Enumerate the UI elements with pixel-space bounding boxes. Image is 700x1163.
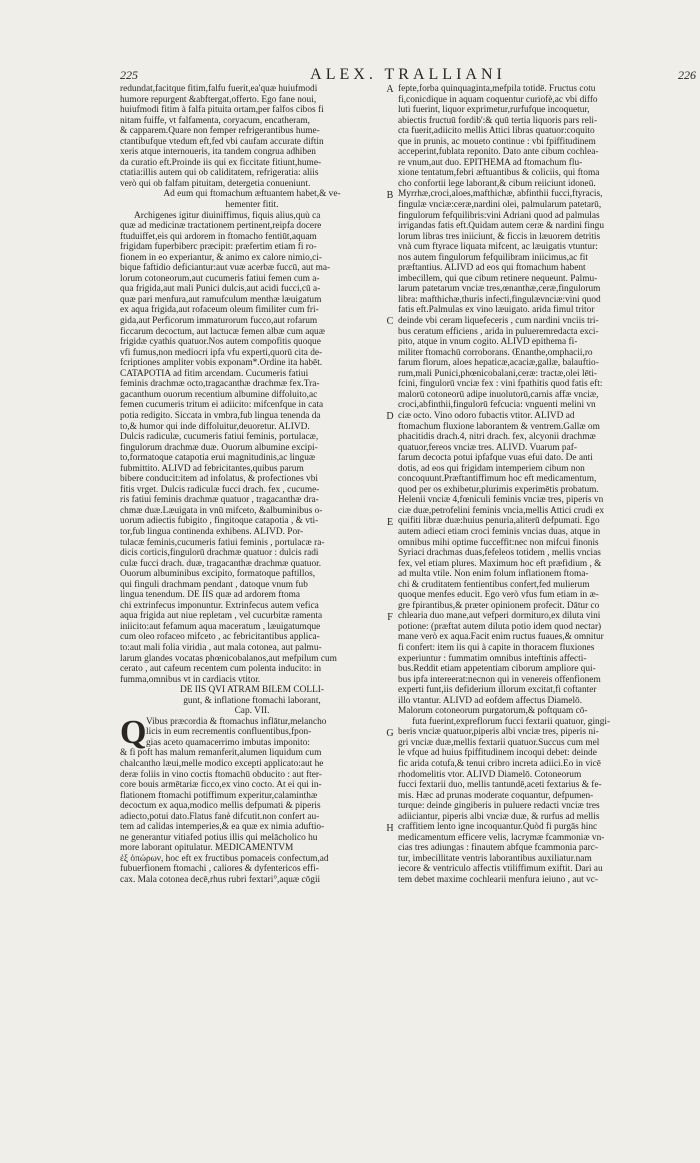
text-line: decoctum ex aqua,modico mellis defpumati & piperis xyxy=(120,801,321,812)
text-line: frigidam fuperbiberc præcipit: præfertim etiam fi ro- xyxy=(120,242,317,253)
text-line: gri vnciæ duæ,mellis fextarii quatuor.Succus cum mel xyxy=(398,737,600,748)
text-line: craffitiem lento igne incoquantur.Quòd fi purgās hinc xyxy=(398,822,598,833)
text-line: da curatio eft.Proinde iis qui ex ficcitate fitiunt,hume- xyxy=(120,157,322,168)
text-line: fcriptiones ampliter vobis exponam*.Ordine ita habēt. xyxy=(120,358,323,369)
text-line: croci,abfinthii,fingulorū fefcucia: vnguenti melini vn xyxy=(398,400,596,411)
text-line: rhodomelitis vtor. ALIVD Diamelō. Cotoneorum xyxy=(398,769,582,780)
text-line: fubuerfionem ftomachi , caliores & dyfentericos effi- xyxy=(120,864,319,875)
text-line: fic arida cotufa,& tenui cribro increta adiici.Eo in vicē xyxy=(398,759,601,769)
text-line: xeris atque internoueris, ita tandem congrua adhiben xyxy=(120,147,316,158)
text-line: lingua tenendum. DE IIS quæ ad ardorem ftoma xyxy=(120,590,301,601)
left-column xyxy=(120,84,384,886)
text-line: qui finguli drachmam pendant , datoque vnum fub xyxy=(120,579,308,590)
text-line: quæ ad medicinæ tractationem pertinent,reipfa docere xyxy=(120,221,322,232)
text-line: gacanthum ouorum recentium albumine diffoluito,ac xyxy=(120,389,318,400)
text-line: medicamentum efficere velis, lacrymæ fcammoniæ vn- xyxy=(398,832,605,843)
text-line: tem ad calidas intemperies,& ea quæ ex nimia aduftio- xyxy=(120,822,325,833)
text-line: DE IIS QVI ATRAM BILEM COLLI- xyxy=(179,685,325,696)
text-line: fatis eft.Palmulas ex vino læuigato. arida fimul tritor xyxy=(398,305,595,316)
right-column xyxy=(398,84,662,886)
text-line: quoque menfes educit. Ego verò vfus fum etiam in æ- xyxy=(398,590,599,601)
text-line: to,formatoque catapotia erui magnitudinis,ac linguæ xyxy=(120,453,316,464)
text-line: gre fpirantibus,& præter opinionem profecit. Dātur co xyxy=(398,600,600,611)
text-line: Ad eum qui ftomachum æftuantem habet,& ve- xyxy=(163,189,341,200)
text-line: fubmittito. ALIVD ad febricitantes,quibus parum xyxy=(120,463,304,474)
text-line: chi & cruditatem fentientibus confert,fed mulierum xyxy=(398,579,590,590)
text-line: Helenii vnciæ 4,fœniculi feminis vnciæ tres, piperis vn xyxy=(398,495,604,506)
text-line: quod per os exhibetur,plurimis experimētis probatum. xyxy=(398,484,599,495)
text-line: fi,conicdique in aquam coquentur curiofè,ac vbi diffo xyxy=(398,94,598,105)
text-line: omnibus mihi optime fucceffit:nec non mifcui finonis xyxy=(398,537,599,548)
text-line: turque: deinde gingiberis in puluere redacti vnciæ tres xyxy=(398,801,600,812)
text-line: chi extrinfecus imponuntur. Extrinfecus autem vefica xyxy=(120,600,319,611)
text-line: to,& humor qui inde diffoluitur,deuoretur. ALIVD. xyxy=(120,421,310,432)
margin-marker: F xyxy=(387,611,393,623)
text-line: ftuduiffet,eis qui ardorem in ftomacho fentiūt,aquam xyxy=(120,231,317,242)
text-line: Cap. VII. xyxy=(234,706,270,717)
text-line: & fi poft has malum remanferit,alumen liquidum cum xyxy=(120,748,322,759)
text-line: irrigandas fatis eft.Quidam autem ceræ & nardini fingu xyxy=(398,221,605,232)
text-line: femen cucumeris tritum ei adiicito: mifcenfque in cata xyxy=(120,400,324,411)
text-line: chmæ duæ.Læuigata in vnū mifceto, &albuminibus o- xyxy=(120,505,323,516)
text-line: adiiciantur, piperis albi vnciæ duæ, & rurfus ad mellis xyxy=(398,811,600,822)
text-line: libra: mafthichæ,thuris infecti,fingulævnciæ:vini quod xyxy=(398,294,601,305)
text-line: gunt, & inflatione ftomachi laborant, xyxy=(183,695,321,706)
text-line: lorum cotoneorum,aut cucumeris fatiui femen cum a- xyxy=(120,273,320,284)
text-line: tem debet maxime cochlearii menfura ieiuno , aut vc- xyxy=(398,875,599,886)
margin-marker: A xyxy=(386,84,394,95)
text-line: fitis vrget. Dulcis radiculæ fucci drach. fex , cucume- xyxy=(120,484,320,495)
text-line: concoquunt.Præftantiffimum hoc eft medicamentum, xyxy=(398,474,597,485)
text-line: fingulorum drachmæ duæ. Ouorum albumine excipi- xyxy=(120,442,318,453)
text-line: nitam fuiffe, vt falfamenta, coryacum, encatheram, xyxy=(120,115,310,126)
text-line: xione tentatum,febri æftuantibus & coliciis, qui ftoma xyxy=(398,168,600,179)
text-line: vnà cum ftyrace liquata mifcent, ac læuigatis vtuntur: xyxy=(398,242,598,253)
text-line: chlearia duo mane,aut vefperi dormituro,ex diluta vini xyxy=(398,611,601,622)
text-line: qua frigida,aut mali Punici dulcis,aut acidi fucci,cū a- xyxy=(120,284,321,295)
text-line: farum decocta potui ipfafque vuas efui dato. De anti xyxy=(398,453,593,464)
text-line: Ouorum albuminibus excipito, formatoque paftillos, xyxy=(120,569,316,580)
text-line: deræ foliis in vino coctis ftomachū obducito : aut fter- xyxy=(120,769,322,780)
margin-marker: E xyxy=(386,516,394,528)
text-line: larum glandes vocatas phœnicobalanos,aut mefpilum cum xyxy=(120,653,337,664)
text-line: aqua frigida aut niue repletam , vel cucurbitæ ramenta xyxy=(120,611,323,622)
text-line: fumma,omnibus vt in cardiacis vtitor. xyxy=(120,674,261,685)
text-line: quifiti libræ duæ:huius penuria,aliterū defpumati. Ego xyxy=(398,516,600,527)
text-line: quatuor,fereos vnciæ tres. ALIVD. Vuarum paf- xyxy=(398,442,577,453)
text-line: le vfque ad huius fpiffitudinem incoqui debet: deinde xyxy=(398,748,597,759)
text-line: Dulcis radiculæ, cucumeris fatiui feminis, portulacæ, xyxy=(120,432,319,443)
text-line: bus ipfa intereerat:necnon qui in venereis offenfionem xyxy=(398,674,601,685)
text-line: gida,aut Perficorum immaturorum fucco,aut rofarum xyxy=(120,316,318,327)
page-header xyxy=(120,66,696,86)
text-line: futa fuerint,expreflorum fucci fextarii quatuor, gingi- xyxy=(412,716,611,727)
text-line: fcini, fingulorū vnciæ fex : vini fpathitis quod fatis eft: xyxy=(398,379,603,390)
text-line: bique faftidio deficiantur:aut vuæ acerbæ fuccū, aut ma- xyxy=(120,263,331,274)
text-line: tur, imbecillitate ventris laborantibus auxiliatur.nam xyxy=(398,853,592,864)
running-title: ALEX. TRALLIANI xyxy=(310,66,506,83)
text-line: acceperint,fublata reponito. Dato ante cibum cochlea- xyxy=(398,147,599,158)
text-line: fi confert: item iis qui à capite in thoracem fluxiones xyxy=(398,642,595,653)
text-line: bus.Reddit etiam appetentiam ciborum ampliore qui- xyxy=(398,664,596,675)
text-line: flationem ftomachi potiffimum experitur,calaminthæ xyxy=(120,790,318,801)
text-line: humore repurgent &abftergat,offerto. Ego fane noui, xyxy=(120,94,317,105)
text-line: ctatia:illis autem qui ob caliditatem, refrigeratia: aliis xyxy=(120,168,319,179)
margin-marker: C xyxy=(386,316,394,328)
text-line: ris fatiui feminis drachmæ quatuor , tragacanthæ dra- xyxy=(120,495,319,506)
text-line: ciæ duæ,petrofelini feminis vncia,mellis Attici crudi ex xyxy=(398,505,605,516)
text-line: culæ fucci drach. duæ, tragacanthæ drachmæ quatuor. xyxy=(120,558,322,569)
text-line: adiecto,potui dato.Flatus fanè difcutit.non confert au- xyxy=(120,811,320,822)
text-line: potione: (præftat autem diluta potio idem quod nectar) xyxy=(398,621,602,632)
text-line: imbecillem, qui que cibum retinere nequeunt. Palmu- xyxy=(398,273,598,284)
page-number-right: 226 xyxy=(678,68,696,82)
text-line: hementer fitit. xyxy=(225,200,279,211)
text-line: beris vnciæ quatuor,piperis albi vnciæ tres, piperis ni- xyxy=(398,727,599,738)
text-line: ex aqua frigida,aut rofaceum oleum fimiliter cum fri- xyxy=(120,305,319,316)
drop-cap: Q xyxy=(120,714,147,751)
text-line: ftomachum fluxione laborantem & ventrem.Gallæ om xyxy=(398,421,600,432)
text-line: cax. Mala cotonea decē,rhus rubri fextari°,aquæ cōgii xyxy=(120,875,321,886)
text-line: malorū cotoneorū adipe inuolutorū,carnis affæ vnciæ, xyxy=(398,389,599,400)
text-line: experiuntur : fummatim omnibus inteftinis affecti- xyxy=(398,653,587,664)
text-line: potia redigito. Siccata in vmbra,fub lingua tenenda da xyxy=(120,410,321,421)
text-line: cias tres adiungas : finautem abfque fcammonia parc- xyxy=(398,843,599,854)
text-line: militer ftomachū corroborans. Œnanthe,omphacii,ro xyxy=(398,347,593,358)
text-line: more laborant opitulatur. MEDICAMENTVM xyxy=(120,843,294,854)
text-line: ctantibufque vtedum eft,fed vbi caufam accurate diftin xyxy=(120,136,324,147)
text-line: luti fuerint, liquor exprimetur,rurfufque incoquetur, xyxy=(398,105,590,116)
text-line: chalcantho læui,melle modico excepti applicato:aut he xyxy=(120,759,324,769)
text-line: verò qui ob falfam pituitam, detergetia conueniunt. xyxy=(120,178,311,189)
text-line: bus ceratum efficiens , arida in pulueremredacta exci- xyxy=(398,326,599,337)
text-line: frigidæ cyathis quatuor.Nos autem compofitis quoque xyxy=(120,337,321,348)
text-line: fingulæ vnciæ:ceræ,nardini olei, palmularum patetarū, xyxy=(398,200,602,211)
text-line: fingulorum fefquilibris:vini Adriani quod ad palmulas xyxy=(398,210,600,221)
text-line: bibere conducit:item ad infolatus, & profectiones vbi xyxy=(120,474,318,485)
text-line: abiectis fructuū fordib':& quū tertia liquoris pars reli- xyxy=(398,115,598,126)
text-line: huiufmodi fitim à falfa pituita ortam,per falfos cibos fi xyxy=(120,105,324,116)
text-line: to:aut mali folia viridia , aut mala cotonea, aut palmu- xyxy=(120,642,322,653)
text-line: larum patetarum vnciæ tres,œnanthæ,ceræ,fingulorum xyxy=(398,284,601,295)
text-line: uorum adiectis fubigito , fingitoque catapotia , & vti- xyxy=(120,516,319,527)
text-line: Syriaci drachmas duas,fefeleos totidem , mellis vncias xyxy=(398,548,601,559)
text-line: redundat,facitque fitim,falfu fuerit,ea'quæ huiufmodi xyxy=(120,84,318,94)
text-line: nos autem fingulorum fefquilibram iniicimus,ac fit xyxy=(398,252,588,263)
text-line: cho confortii lege laborant,& cibum reiiciunt idoneū. xyxy=(398,178,596,189)
text-line: ἐξ ὀπώρων, hoc eft ex fructibus pomaceis confectum,ad xyxy=(120,853,329,864)
text-line: cerato , aut cafeum recentem cum polenta inducito: in xyxy=(120,664,322,675)
text-line: Malorum cotoneorum purgatorum,& poftquam cō- xyxy=(398,706,588,717)
text-line: dotis, ad eos qui frigidam intemperiem cibum non xyxy=(398,463,585,474)
text-line: fionem in eo experiantur, & animo ex calore nimio,ci- xyxy=(120,252,323,263)
page-number-left: 225 xyxy=(120,68,138,82)
text-line: & capparem.Quare non femper refrigerantibus hume- xyxy=(120,126,320,137)
text-line: gias aceto quamacerrimo imbutas imponito: xyxy=(146,737,310,748)
text-line: Vibus præcordia & ftomachus inflātur,melancho xyxy=(146,716,327,727)
text-line: fepte,forba quinquaginta,mefpila totidē. Fructus cotu xyxy=(398,84,596,94)
text-line: ne generantur vitiafed potius illis qui melācholico hu xyxy=(120,832,318,843)
text-line: illo vtantur. ALIVD ad eofdem affectus Diamelō. xyxy=(398,695,583,706)
text-line: ciæ octo. Vino odoro fubactis vtitor. ALIVD ad xyxy=(398,410,575,421)
margin-marker: H xyxy=(386,822,394,834)
text-line: præftantius. ALIVD ad eos qui ftomachum habent xyxy=(398,263,586,274)
margin-marker: G xyxy=(386,727,394,739)
margin-marker: B xyxy=(386,189,394,201)
text-line: re vnum,aut duo. EPITHEMA ad ftomachum flu- xyxy=(398,157,583,168)
text-line: Myrrhæ,croci,aloes,mafthichæ, abfinthii fucci,ftyracis, xyxy=(398,189,603,200)
text-line: tor,fub lingua continenda exhibens. ALIVD. Por- xyxy=(120,526,304,537)
text-line: iniicito:aut fefamum aqua maceratum , læuigatumque xyxy=(120,621,321,632)
text-line: mane verò ex aqua.Facit enim ructus fuaues,& omnitur xyxy=(398,632,604,643)
text-line: fex, vel etiam plures. Maximum hoc eft præfidium , & xyxy=(398,558,602,569)
text-line: quæ pari menfura,aut ramufculum menthæ læuigatum xyxy=(120,294,322,305)
text-line: Archigenes igitur diuiniffimus, fiquis alius,quù ca xyxy=(134,210,321,221)
text-line: core bouis armētariæ ficco,ex vino cocto. At ei qui in- xyxy=(120,780,322,791)
text-line: pito, atque in vnum cogito. ALIVD epithema fi- xyxy=(398,337,578,348)
text-line: iecore & ventriculo affectis vtiliffimum exiftit. Dari au xyxy=(398,864,603,875)
text-line: rum,mali Punici,phœnicobalani,ceræ: tractæ,olei lēti- xyxy=(398,368,598,379)
text-line: cum oleo rofaceo mifceto , ac febricitantibus applica- xyxy=(120,632,320,643)
text-line: mis. Hæc ad prunas moderate coquantur, defpumen- xyxy=(398,790,594,801)
text-line: autem adieci etiam croci feminis vncias duas, atque in xyxy=(398,526,601,537)
text-line: cta fuerit,adiicito mellis Attici libras quatuor:coquito xyxy=(398,126,595,137)
text-line: phacitidis drach.4, nitri drach. fex, alcyonii drachmæ xyxy=(398,432,596,443)
text-line: experti funt,iis defiderium illorum excitat,fi coftanter xyxy=(398,685,597,696)
text-line: que in prunis, ac moueto continue : vbi fpiffitudinem xyxy=(398,136,596,147)
text-line: fucci fextarii duo, mellis tantundē,aceti fextarius & fe- xyxy=(398,780,602,791)
text-line: dicis corticis,fingulorū drachmæ quatuor : dulcis radi xyxy=(120,548,319,559)
text-line: lorum libras tres iniiciunt, & ficcis in læuorem detritis xyxy=(398,231,601,242)
text-line: ficcarum decoctum, aut lactucæ femen albæ cum aquæ xyxy=(120,326,325,337)
text-line: ad multa vtile. Non enim folum inflationem ftoma- xyxy=(398,569,589,580)
text-line: vfi fumus,non mediocri ipfa vfu experti,quorū cita de- xyxy=(120,347,323,358)
text-line: farum florum, aloes hepaticæ,acaciæ,gallæ, balauftio- xyxy=(398,358,599,369)
text-line: feminis drachmæ octo,tragacanthæ drachmæ fex.Tra- xyxy=(120,379,320,390)
margin-marker: D xyxy=(386,411,394,423)
text-line: deinde vbi ceram liquefeceris , cum nardini vnciis tri- xyxy=(398,316,599,327)
text-line: tulacæ feminis,cucumeris fatiui feminis , portulacæ ra- xyxy=(120,537,325,548)
text-line: CATAPOTIA ad fitim arcendam. Cucumeris fatiui xyxy=(120,368,309,379)
text-line: licis in eum recrementis confluentibus,fpon- xyxy=(146,727,312,738)
